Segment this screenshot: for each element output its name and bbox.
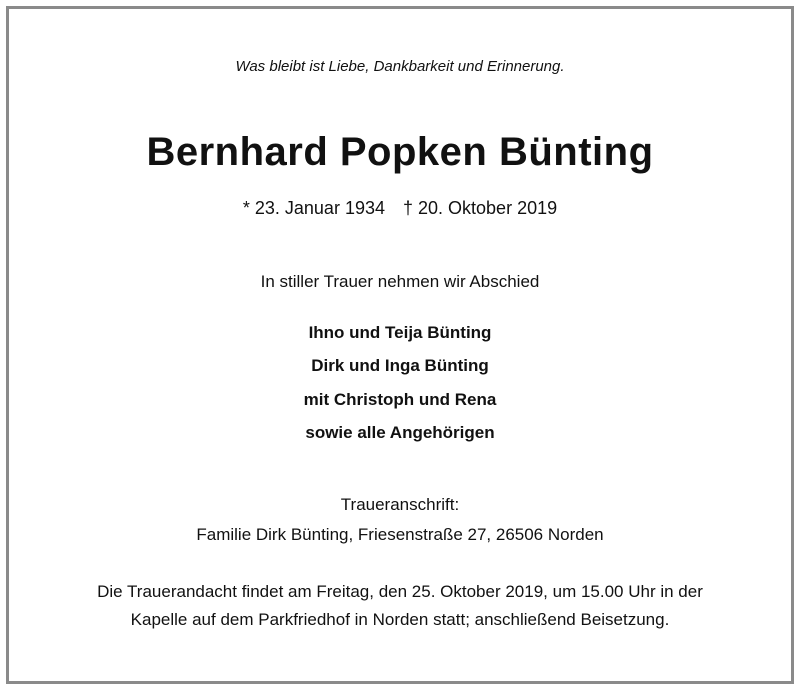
family-member: mit Christoph und Rena bbox=[303, 390, 497, 409]
mourning-address: Familie Dirk Bünting, Friesenstraße 27, 26506 Norden bbox=[196, 525, 604, 544]
death-date: † 20. Oktober 2019 bbox=[403, 198, 558, 218]
mourning-text: In stiller Trauer nehmen wir Abschied bbox=[260, 272, 540, 291]
family-member: sowie alle Angehörigen bbox=[305, 423, 495, 442]
service-line: Die Trauerandacht findet am Freitag, den 25. Oktober 2019, um 15.00 Uhr in der bbox=[97, 582, 703, 601]
service-line: Kapelle auf dem Parkfriedhof in Norden statt; anschließend Beisetzung. bbox=[130, 610, 670, 629]
deceased-name: Bernhard Popken Bünting bbox=[146, 130, 654, 174]
family-member: Ihno und Teija Bünting bbox=[308, 323, 492, 342]
service-info bbox=[0, 578, 800, 634]
life-dates bbox=[0, 198, 800, 219]
family-member: Dirk und Inga Bünting bbox=[311, 356, 489, 375]
motto: Was bleibt ist Liebe, Dankbarkeit und Erinnerung. bbox=[235, 58, 565, 75]
birth-date: * 23. Januar 1934 bbox=[242, 198, 385, 218]
address-label: Traueranschrift: bbox=[340, 495, 460, 514]
